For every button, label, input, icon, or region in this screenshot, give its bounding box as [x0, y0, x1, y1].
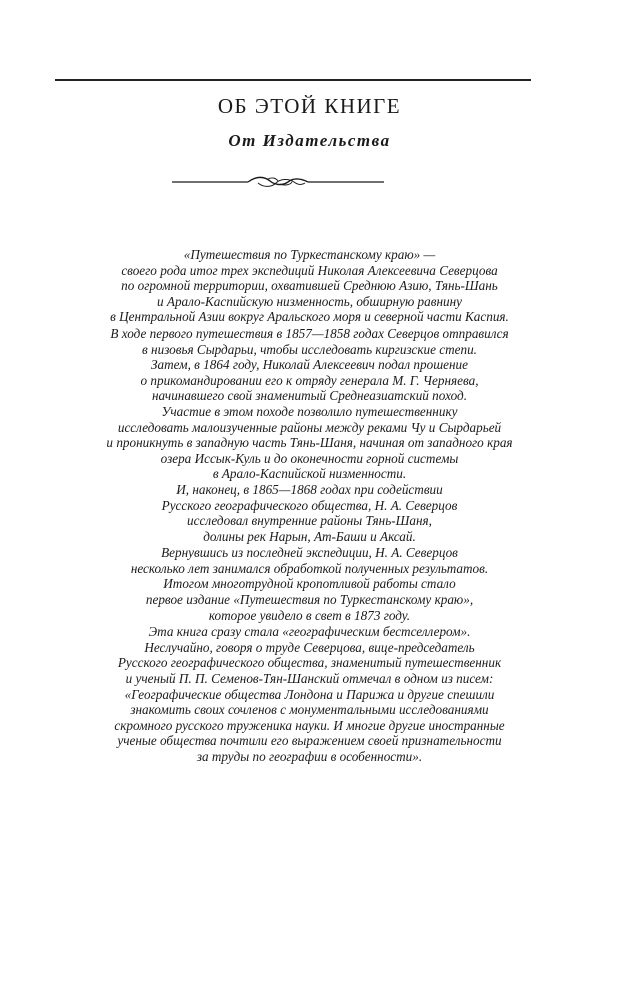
text-line: Русского географического общества, Н. А. Северцов [161, 497, 458, 513]
text-line: и Арало-Каспийскую низменность, обширную равнину [157, 293, 462, 309]
paragraph [56, 247, 563, 325]
text-line: исследовать малоизученные районы между реками Чу и Сырдарьей [117, 419, 502, 435]
text-line: которое увидело в свет в 1873 году. [208, 607, 411, 623]
text-line: и проникнуть в западную часть Тянь-Шаня, начиная от западного края [106, 435, 513, 451]
text-line: знакомить своих сочленов с монументальными исследованиями [130, 702, 489, 718]
text-line: «Путешествия по Туркестанскому краю» — [183, 247, 436, 262]
text-line: И, наконец, в 1865—1868 годах при содействии [176, 481, 443, 497]
text-line: первое издание «Путешествия по Туркестанскому краю», [145, 592, 474, 608]
text-line: ученые общества почтили его выражением своей признательности [117, 733, 502, 749]
paragraph [56, 326, 563, 544]
text-line: Эта книга сразу стала «географическим бестселлером». [148, 624, 471, 640]
text-line: своего рода итог трех экспедиций Николая Алексеевича Северцова [121, 262, 498, 278]
text-line: Вернувшись из последней экспедиции, Н. А. Северцов [161, 545, 458, 561]
text-line: Участие в этом походе позволило путешественнику [161, 403, 458, 419]
text-line: о прикомандировании его к отряду генерала М. Г. Черняева, [140, 372, 479, 388]
text-line: В ходе первого путешествия в 1857—1858 годах Северцов отправился [110, 325, 509, 341]
page-title: ОБ ЭТОЙ КНИГЕ [217, 94, 402, 118]
text-line: в Арало-Каспийской низменности. [212, 466, 407, 482]
text-line: начинавшего свой знаменитый Среднеазиатский поход. [151, 388, 468, 404]
page-subtitle: От Издательства [228, 131, 391, 150]
text-line: в Центральной Азии вокруг Аральского моря и северной части Каспия. [110, 309, 509, 325]
top-rule [55, 79, 531, 81]
text-line: по огромной территории, охватившей Среднюю Азию, Тянь-Шань [121, 278, 498, 294]
text-line: озера Иссык-Куль и до оконечности горной системы [160, 450, 459, 466]
body-text [56, 247, 563, 765]
text-line: долины рек Нарын, Ат-Баши и Аксай. [203, 528, 416, 544]
text-line: за труды по географии в особенности». [196, 749, 423, 764]
text-line: исследовал внутренние районы Тянь-Шаня, [187, 513, 432, 529]
swirl-ornament-icon [172, 174, 384, 190]
text-line: Итогом многотрудной кропотливой работы стало [163, 576, 456, 592]
paragraph [56, 545, 563, 623]
text-line: скромного русского труженика науки. И многие другие иностранные [114, 717, 505, 733]
text-line: Затем, в 1864 году, Николай Алексеевич подал прошение [150, 357, 469, 373]
text-line: в низовья Сырдарьи, чтобы исследовать киргизские степи. [142, 341, 477, 357]
paragraph [56, 624, 563, 764]
text-line: «Географические общества Лондона и Парижа и другие спешили [124, 686, 495, 702]
text-line: несколько лет занимался обработкой полученных результатов. [130, 560, 489, 576]
text-line: и ученый П. П. Семенов-Тян-Шанский отмечал в одном из писем: [125, 671, 494, 687]
text-line: Русского географического общества, знаменитый путешественник [117, 655, 502, 671]
text-line: Неслучайно, говоря о труде Северцова, вице-председатель [144, 639, 475, 655]
